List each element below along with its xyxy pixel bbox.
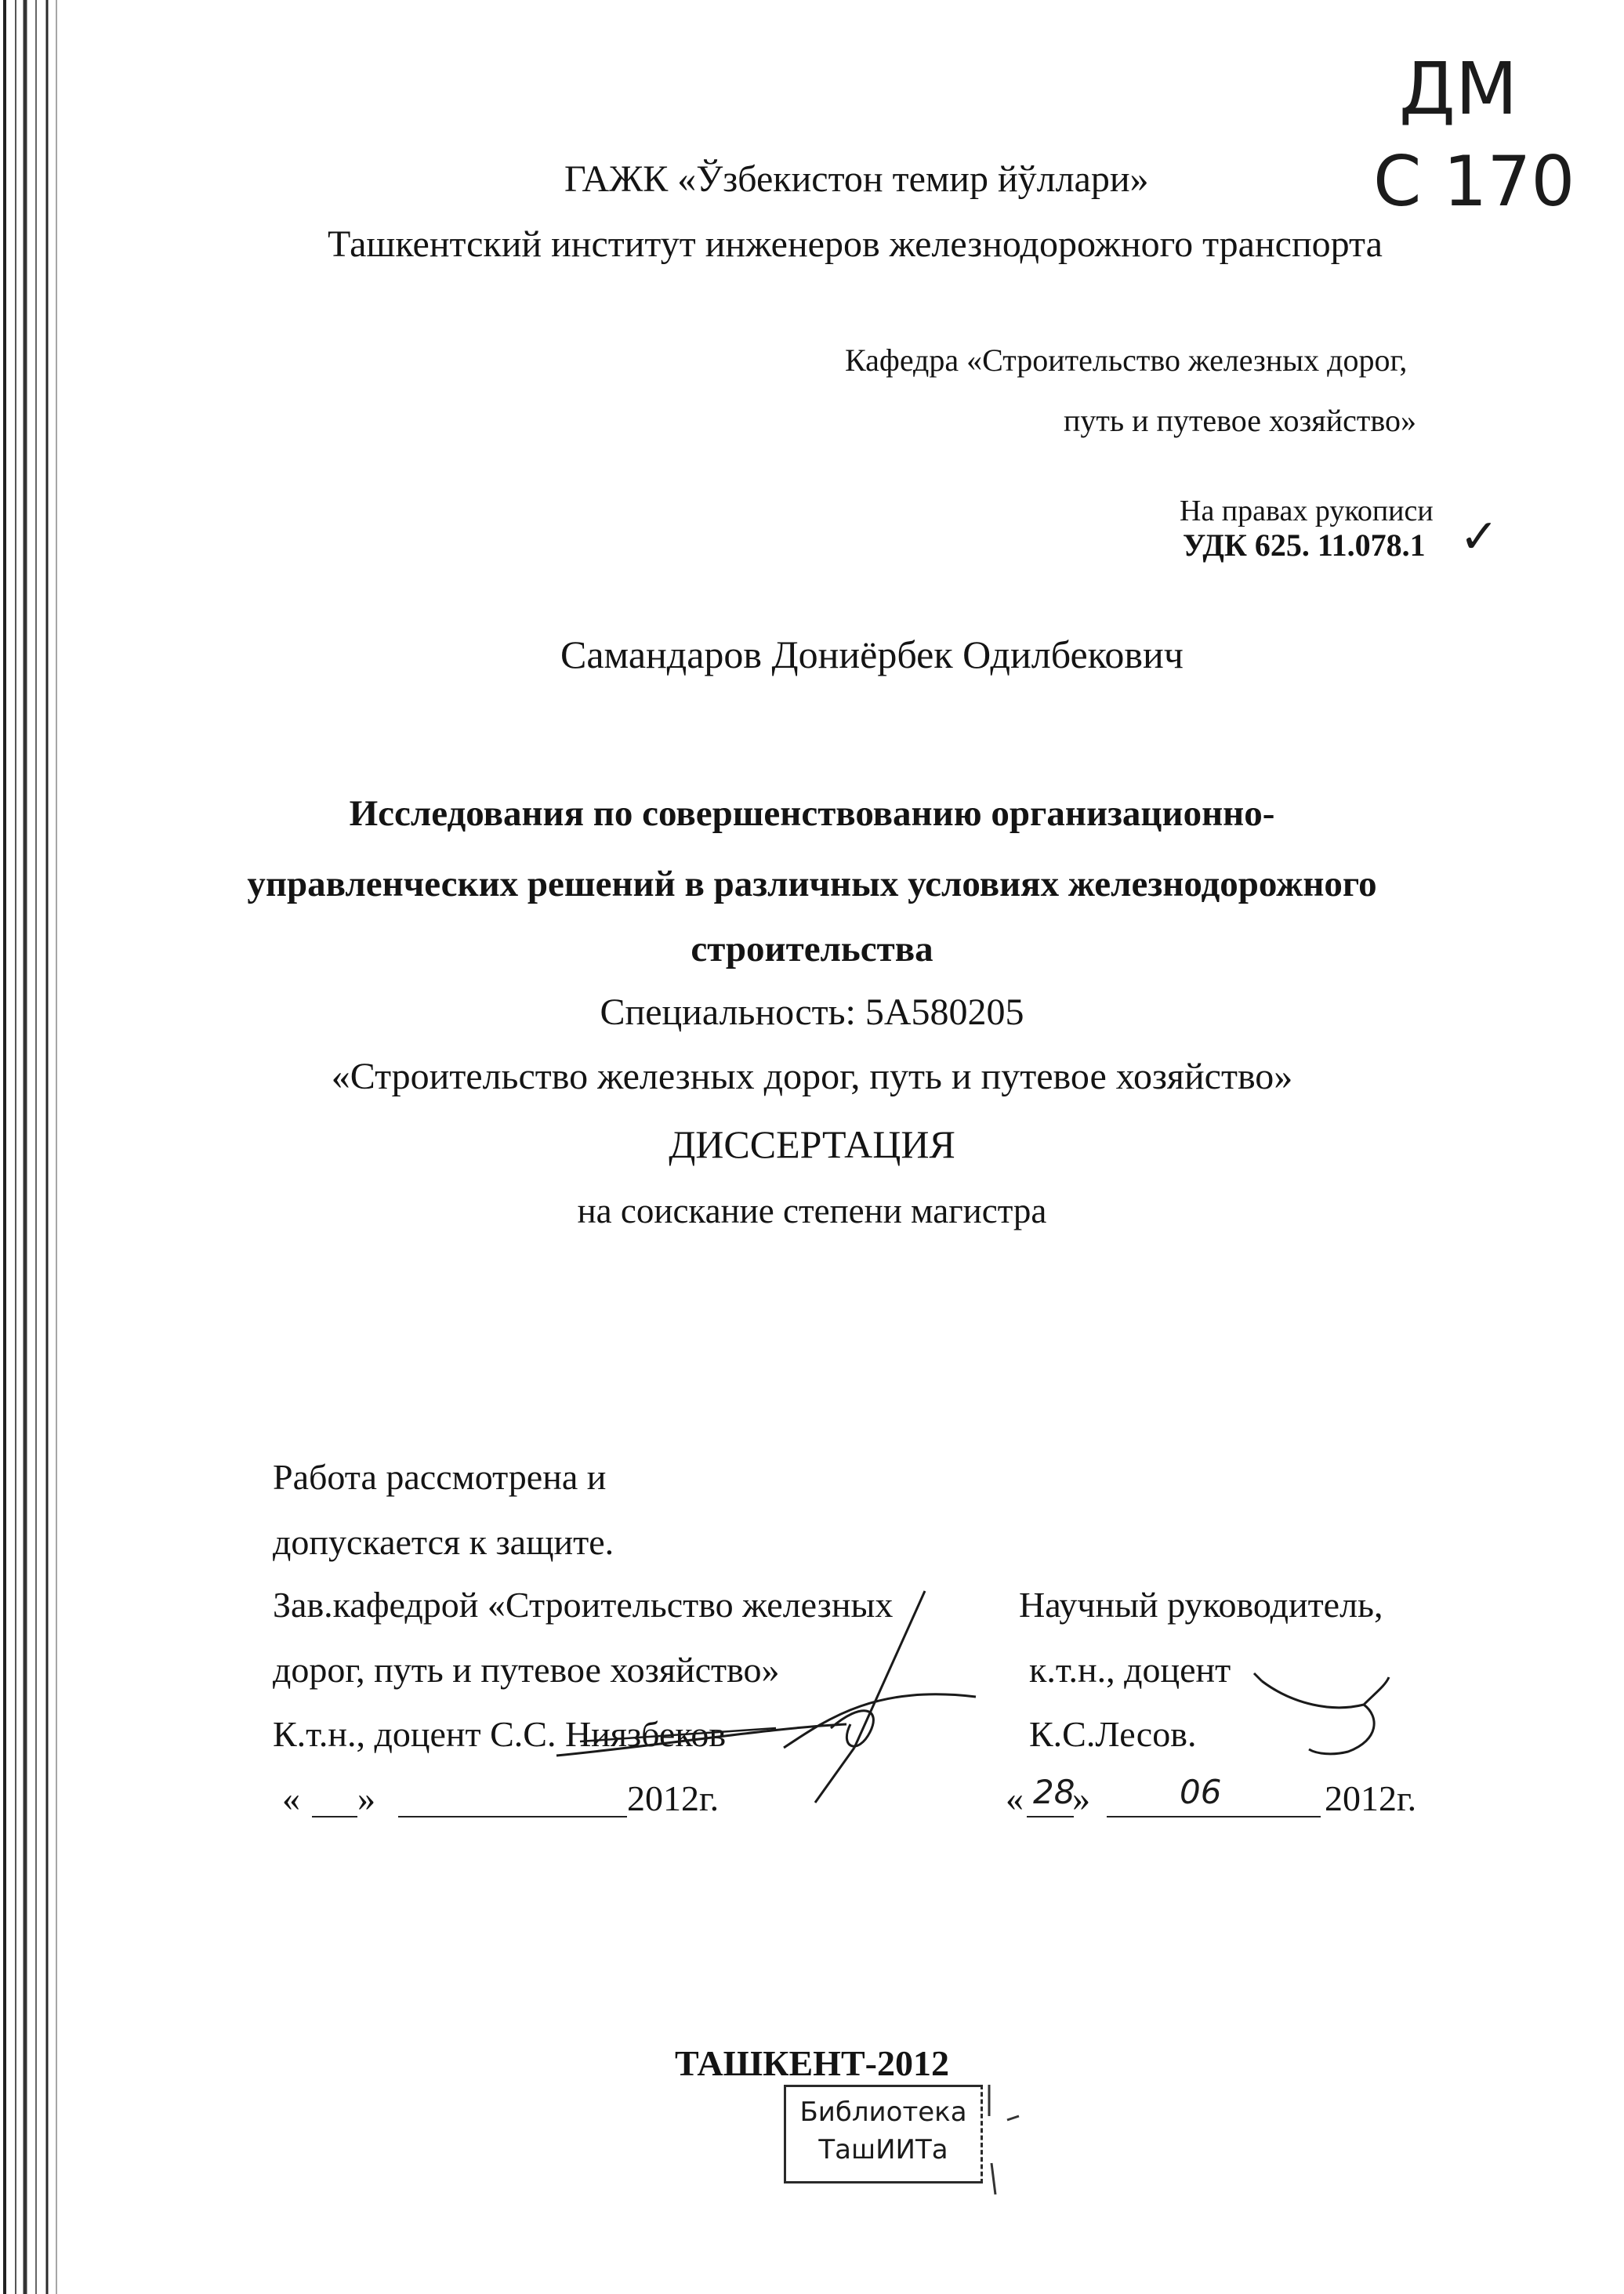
title-line-2: управленческих решений в различных условиях железнодорожного xyxy=(247,864,1377,904)
institute-name: Ташкентский институт инженеров железнодорожного транспорта xyxy=(328,223,1383,265)
approval-line-4: дорог, путь и путевое хозяйство» xyxy=(273,1650,780,1690)
approval-year: 2012г. xyxy=(627,1778,720,1818)
specialty-name: «Строительство железных дорог, путь и путевое хозяйство» xyxy=(331,1056,1293,1097)
author-name: Самандаров Дониёрбек Одилбекович xyxy=(560,632,1184,676)
handwritten-checkmark: ✓ xyxy=(1459,509,1499,564)
supervisor-date-open: « xyxy=(1006,1778,1024,1818)
degree-line: на соискание степени магистра xyxy=(577,1191,1047,1230)
approval-line-2: допускается к защите. xyxy=(273,1522,614,1562)
supervisor-date-month: 06 xyxy=(1180,1773,1222,1811)
approval-date-close: » xyxy=(357,1778,375,1818)
specialty-code: Специальность: 5А580205 xyxy=(600,991,1024,1033)
department-line-1: Кафедра «Строительство железных дорог, xyxy=(845,342,1408,378)
approval-line-1: Работа рассмотрена и xyxy=(273,1457,607,1497)
supervisor-line-1: Научный руководитель, xyxy=(1019,1585,1383,1625)
stamp-side-mark xyxy=(989,2085,1019,2194)
handwritten-code-line1: ДМ xyxy=(1399,47,1518,131)
title-line-3: строительства xyxy=(691,929,933,969)
supervisor-name: К.С.Лесов. xyxy=(1029,1714,1197,1754)
udk-code: УДК 625. 11.078.1 xyxy=(1183,527,1426,563)
manuscript-rights: На правах рукописи xyxy=(1180,495,1434,527)
supervisor-date-close: » xyxy=(1072,1778,1090,1818)
supervisor-date-day: 28 xyxy=(1033,1773,1075,1811)
library-stamp xyxy=(784,2085,983,2183)
library-stamp-line-2: ТашИИТа xyxy=(818,2134,948,2165)
library-stamp-line-1: Библиотека xyxy=(799,2096,967,2128)
supervisor-year: 2012г. xyxy=(1325,1778,1417,1818)
handwritten-code-line2: С 170 xyxy=(1373,141,1575,222)
title-line-1: Исследования по совершенствованию организационно- xyxy=(349,793,1275,834)
city-year: ТАШКЕНТ-2012 xyxy=(675,2043,949,2083)
supervisor-signature xyxy=(1254,1673,1389,1754)
organization-name: ГАЖК «Ўзбекистон темир йўллари» xyxy=(564,158,1149,200)
department-line-2: путь и путевое хозяйство» xyxy=(1064,403,1416,438)
approval-date-open: « xyxy=(282,1778,300,1818)
approval-head-name: К.т.н., доцент С.С. Ниязбеков xyxy=(273,1714,727,1754)
supervisor-line-2: к.т.н., доцент xyxy=(1029,1650,1231,1690)
approval-line-3: Зав.кафедрой «Строительство железных xyxy=(273,1585,894,1625)
document-type: ДИССЕРТАЦИЯ xyxy=(669,1122,955,1166)
